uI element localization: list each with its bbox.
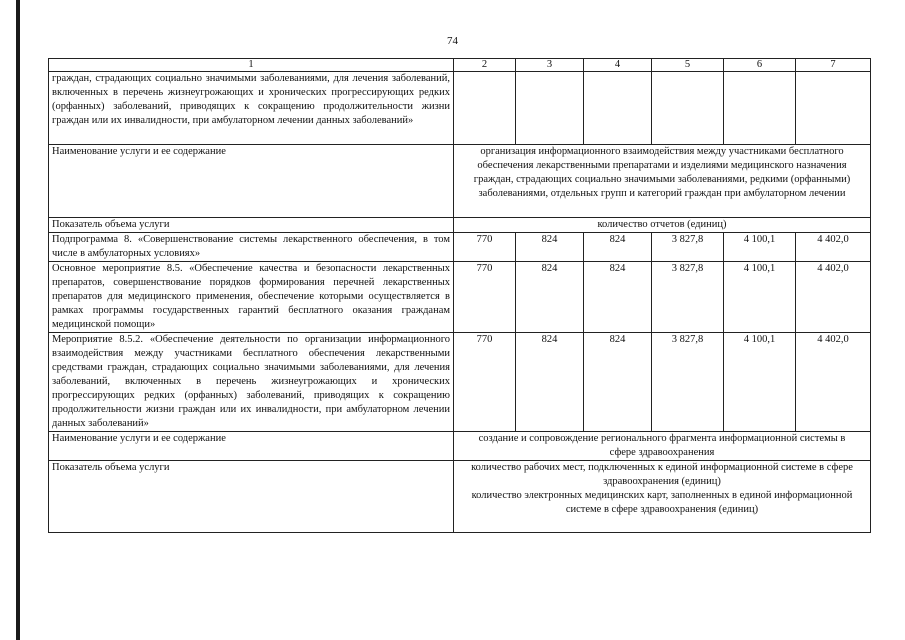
event-value-7: 4 402,0 [796, 333, 871, 432]
subprogram-value-3: 824 [516, 233, 584, 262]
indicator-value-1: количество отчетов (единиц) [454, 218, 871, 233]
subprogram-value-7: 4 402,0 [796, 233, 871, 262]
subprogram-text: Подпрограмма 8. «Совершенствование системы лекарственного обеспечения, в том числе в амбулаторных условиях» [49, 233, 454, 262]
event-value-2: 770 [454, 333, 516, 432]
header-row [49, 59, 871, 72]
table-row-service-1 [49, 145, 871, 218]
subprogram-value-6: 4 100,1 [724, 233, 796, 262]
table-row-indicator-2 [49, 461, 871, 533]
main-event-text: Основное мероприятие 8.5. «Обеспечение качества и безопасности лекарственных препаратов, совершенствование порядков формирования перечней лекарственных препаратов для медицинского применения, обеспечение которыми осуществляется в рамках программы государственных гарантий бесплатного оказания гражданам медицинской помощи» [49, 262, 454, 333]
service-value-1: организация информационного взаимодействия между участниками бесплатного обеспечения лекарственными препаратами и изделиями медицинского назначения граждан, страдающих социально значимыми заболеваниями, редкими (орфанными) заболеваниями, отдельных групп и категорий граждан при амбулаторном лечении [454, 145, 871, 218]
header-cell-3: 3 [516, 59, 584, 72]
subprogram-value-4: 824 [584, 233, 652, 262]
service-value-2: создание и сопровождение регионального фрагмента информационной системы в сфере здравоохранения [454, 432, 871, 461]
table-row-main-event [49, 262, 871, 333]
indicator-value-2a: количество рабочих мест, подключенных к единой информационной системе в сфере здравоохранения (единиц) [471, 462, 853, 487]
empty-cell [796, 72, 871, 145]
header-cell-4: 4 [584, 59, 652, 72]
indicator-label-1: Показатель объема услуги [49, 218, 454, 233]
empty-cell [652, 72, 724, 145]
event-text: Мероприятие 8.5.2. «Обеспечение деятельности по организации информационного взаимодействия между участниками бесплатного обеспечения лекарственными средствами граждан, страдающих социально значимыми заболеваниями, для лечения заболеваний, включенных в перечень жизнеугрожающих и хронических прогрессирующих редких (орфанных) заболеваний, приводящих к сокращению продолжительности жизни граждан или их инвалидности, при амбулаторном лечении данных заболеваний» [49, 333, 454, 432]
table-row-service-2 [49, 432, 871, 461]
main-event-value-7: 4 402,0 [796, 262, 871, 333]
indicator-value-cell-2 [454, 461, 871, 533]
intro-text: граждан, страдающих социально значимыми заболеваниями, для лечения заболеваний, включенных в перечень жизнеугрожающих и хронических прогрессирующих редких (орфанных) заболеваний, приводящих к сокращению продолжительности жизни граждан или их инвалидности, при амбулаторном лечении данных заболеваний» [49, 72, 454, 145]
service-label-2: Наименование услуги и ее содержание [49, 432, 454, 461]
event-value-5: 3 827,8 [652, 333, 724, 432]
table-row-indicator-1 [49, 218, 871, 233]
table-row-intro [49, 72, 871, 145]
main-event-value-6: 4 100,1 [724, 262, 796, 333]
main-event-value-2: 770 [454, 262, 516, 333]
header-cell-2: 2 [454, 59, 516, 72]
header-cell-7: 7 [796, 59, 871, 72]
page-number: 74 [447, 35, 458, 47]
subprogram-value-2: 770 [454, 233, 516, 262]
empty-cell [516, 72, 584, 145]
event-value-3: 824 [516, 333, 584, 432]
header-cell-5: 5 [652, 59, 724, 72]
service-label-1: Наименование услуги и ее содержание [49, 145, 454, 218]
subprogram-value-5: 3 827,8 [652, 233, 724, 262]
page-edge-rule [16, 0, 20, 640]
empty-cell [454, 72, 516, 145]
event-value-4: 824 [584, 333, 652, 432]
empty-cell [584, 72, 652, 145]
main-event-value-5: 3 827,8 [652, 262, 724, 333]
main-event-value-3: 824 [516, 262, 584, 333]
header-cell-1: 1 [49, 59, 454, 72]
table-row-event [49, 333, 871, 432]
event-value-6: 4 100,1 [724, 333, 796, 432]
main-event-value-4: 824 [584, 262, 652, 333]
empty-cell [724, 72, 796, 145]
indicator-label-2: Показатель объема услуги [49, 461, 454, 533]
header-cell-6: 6 [724, 59, 796, 72]
table-row-subprogram [49, 233, 871, 262]
indicator-value-2b: количество электронных медицинских карт, заполненных в единой информационной системе в сфере здравоохранения (единиц) [471, 490, 853, 515]
budget-table [48, 58, 871, 533]
